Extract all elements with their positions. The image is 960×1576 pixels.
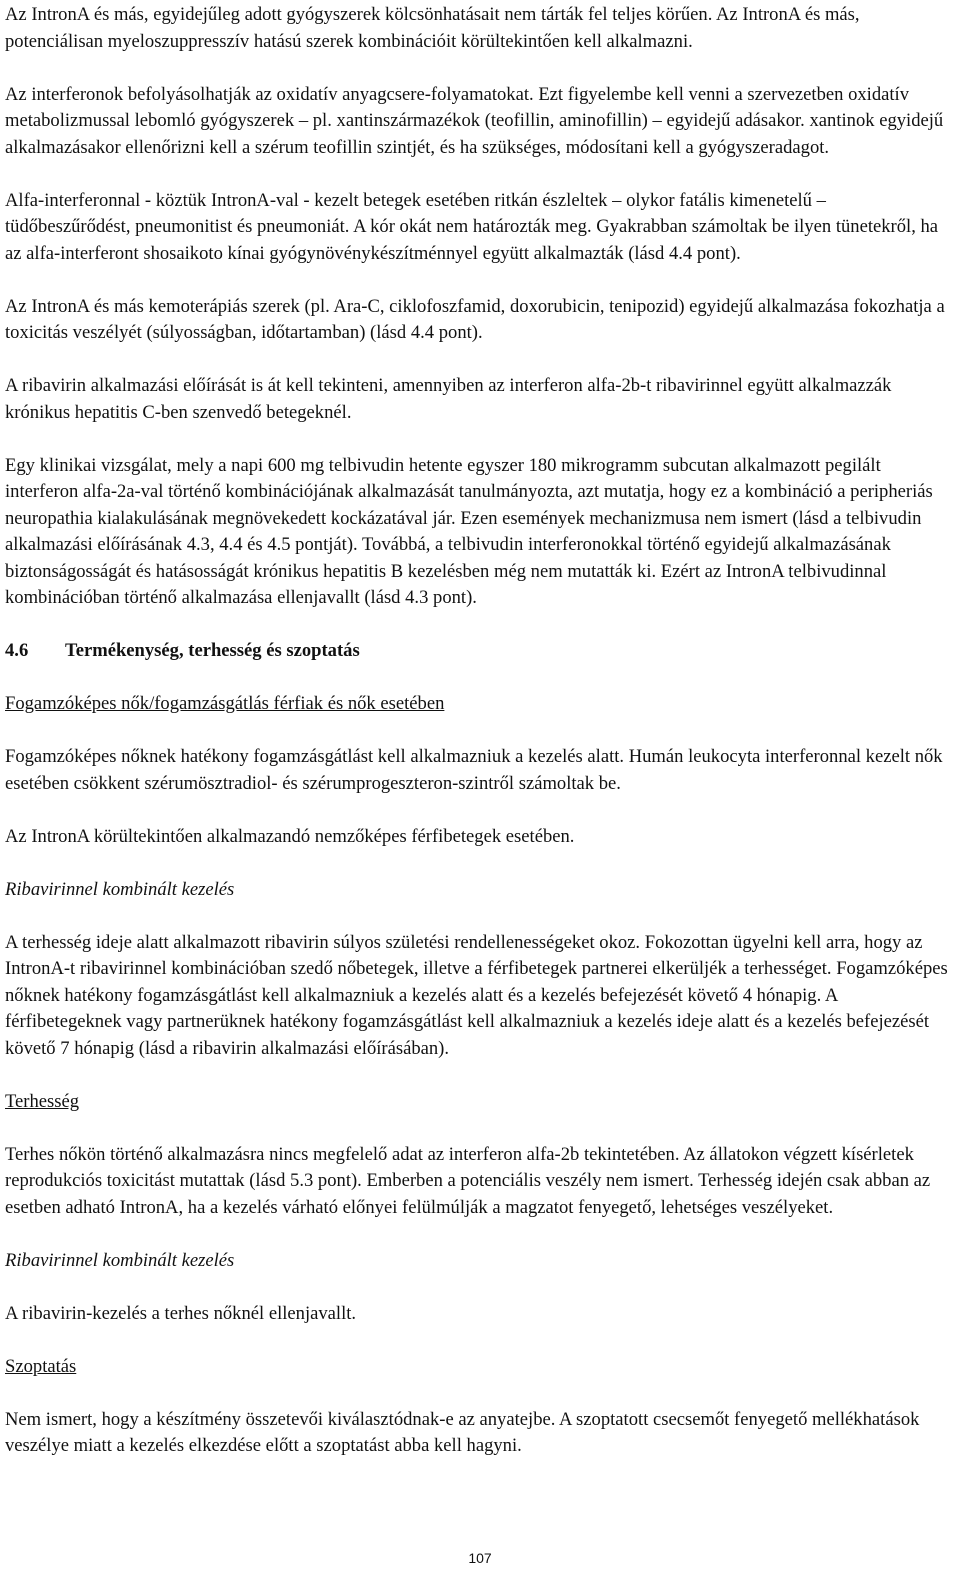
breastfeeding-heading: Szoptatás: [5, 1355, 77, 1377]
pregnancy-ribavirin-heading: Ribavirinnel kombinált kezelés: [5, 1249, 235, 1271]
breastfeeding-text: Nem ismert, hogy a készítmény összetevői kiválasztódnak-e az anyatejbe. A szoptatott csecsemőt fenyegető mellékhatások veszélye miatt a kezelés elkezdése előtt a szoptatást abba kell hagyni.: [5, 1408, 920, 1456]
section-number: 4.6: [5, 640, 29, 661]
fertility-ribavirin-text: A terhesség ideje alatt alkalmazott ribavirin súlyos születési rendellenességeket okoz. Fokozottan ügyelni kell arra, hogy az IntronA-t ribavirinnel kombinációban szedő nőbetegek, illetve a férfibetegek partnerei elkerüljék a terhességet. Fogamzóképes nőknek hatékony fogamzásgátlást kell alkalmazniuk a kezelés alatt és a kezelés befejezését követő 4 hónapig. A férfibetegeknek vagy partnerüknek hatékony fogamzásgátlást kell alkalmazniuk a kezelés ideje alatt és a kezelés befejezését követő 7 hónapig (lásd a ribavirin alkalmazási előírásában).: [5, 931, 948, 1059]
fertility-heading: Fogamzóképes nők/fogamzásgátlás férfiak és nők esetében: [5, 693, 445, 714]
page-number: 107: [468, 1550, 492, 1566]
section-heading: [5, 638, 955, 665]
paragraph-pneumonitis: Alfa-interferonnal - köztük IntronA-val - kezelt betegek esetében ritkán észleltek – olykor fatális kimenetelű – tüdőbeszűrődést, pneumonitist és pneumoniát. A kór okát nem határozták meg. Gyakrabban számoltak be ilyen tünetekről, ha az alfa-interferont shosaikoto kínai gyógynövénykészítménnyel együtt alkalmazták (lásd 4.4 pont).: [5, 189, 939, 264]
paragraph-interactions: Az IntronA és más, egyidejűleg adott gyógyszerek kölcsönhatásait nem tárták fel teljes körűen. Az IntronA és más, potenciálisan myeloszuppresszív hatású szerek kombinációit körültekintően kell alkalmazni.: [5, 4, 860, 52]
pregnancy-heading: Terhesség: [5, 1090, 80, 1112]
paragraph-telbivudin: Egy klinikai vizsgálat, mely a napi 600 mg telbivudin hetente egyszer 180 mikrogramm subcutan alkalmazott pegilált interferon alfa-2a-val történő kombinációjának alkalmazását tanulmányozta, azt mutatja, hogy ez a kombináció a peripheriás neuropathia kialakulásának megnövekedett kockázatával jár. Ezen események mechanizmusa nem ismert (lásd a telbivudin alkalmazási előírásának 4.3, 4.4 és 4.5 pontját). Továbbá, a telbivudin interferonokkal történő egyidejű alkalmazásának biztonságosságát és hatásosságát krónikus hepatitis B kezelésben még nem mutatták ki. Ezért az IntronA telbivudinnal kombinációban történő alkalmazása ellenjavallt (lásd 4.3 pont).: [5, 454, 933, 608]
paragraph-chemotherapy: Az IntronA és más kemoterápiás szerek (pl. Ara-C, ciklofoszfamid, doxorubicin, tenipozid) egyidejű alkalmazása fokozhatja a toxicitás veszélyét (súlyosságban, időtartamban) (lásd 4.4 pont).: [5, 295, 945, 343]
paragraph-ribavirin: A ribavirin alkalmazási előírását is át kell tekinteni, amennyiben az interferon alfa-2b-t ribavirinnel együtt alkalmazzák krónikus hepatitis C-ben szenvedő betegeknél.: [5, 375, 892, 423]
document-page: [5, 2, 955, 1460]
paragraph-oxidative-metabolism: Az interferonok befolyásolhatják az oxidatív anyagcsere-folyamatokat. Ezt figyelembe kell venni a szervezetben oxidatív metabolizmussal lebomló gyógyszerek – pl. xantinszármazékok (teofillin, aminofillin) – egyidejű adásakor. xantinok egyidejű alkalmazásakor ellenőrizni kell a szérum teofillin szintjét, és ha szükséges, módosítani kell a gyógyszeradagot.: [5, 83, 944, 158]
section-title: Termékenység, terhesség és szoptatás: [65, 640, 360, 661]
fertility-men-text: Az IntronA körültekintően alkalmazandó nemzőképes férfibetegek esetében.: [5, 825, 575, 847]
pregnancy-ribavirin-text: A ribavirin-kezelés a terhes nőknél ellenjavallt.: [5, 1302, 357, 1324]
fertility-ribavirin-heading: Ribavirinnel kombinált kezelés: [5, 878, 235, 900]
fertility-text: Fogamzóképes nőknek hatékony fogamzásgátlást kell alkalmazniuk a kezelés alatt. Humán leukocyta interferonnal kezelt nők esetében csökkent szérumösztradiol- és szérumprogeszteron-szintről számoltak be.: [5, 746, 943, 794]
pregnancy-text: Terhes nőkön történő alkalmazásra nincs megfelelő adat az interferon alfa-2b tekintetében. Az állatokon végzett kísérletek reprodukciós toxicitást mutattak (lásd 5.3 pont). Emberben a potenciális veszély nem ismert. Terhesség idején csak abban az esetben adható IntronA, ha a kezelés várható előnyei felülmúlják a magzatot fenyegető, lehetséges veszélyeket.: [5, 1143, 931, 1218]
